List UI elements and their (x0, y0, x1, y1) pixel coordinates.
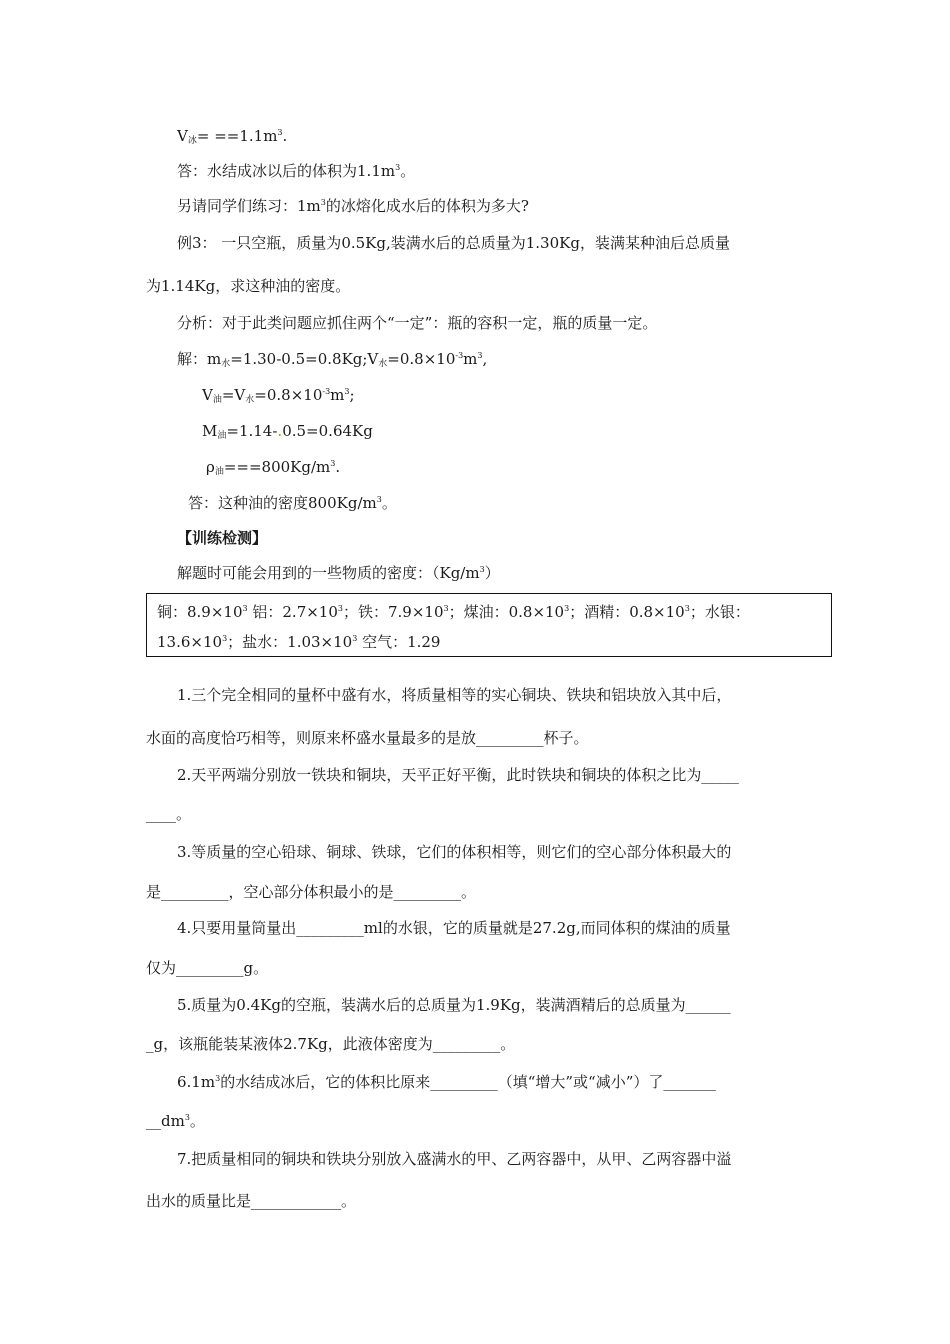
question-3-cont: 是_________，空心部分体积最小的是_________。 (146, 883, 477, 901)
question-7-cont: 出水的质量比是____________。 (146, 1192, 357, 1210)
answer-line: 答：这种油的密度$800Kg/m^3$。 (188, 494, 397, 512)
question-2-cont: ____。 (146, 805, 192, 823)
question-5: 5.质量为0.4Kg的空瓶，装满水后的总质量为1.9Kg，装满酒精后的总质量为______ (177, 996, 731, 1014)
example-heading: 例3： 一只空瓶，质量为0.5Kg,装满水后的总质量为1.30Kg，装满某种油后总质量 (177, 234, 730, 252)
solution-line: $\rho_油===800Kg/m^3$. (206, 458, 341, 477)
solution-line: 解：$m_水=1.30-0.5=0.8Kg;V_水=0.8\times 10^{-3}m^3$, (177, 350, 488, 369)
question-6-cont: $\_\_dm^3$。 (146, 1112, 205, 1130)
section-heading: 【训练检测】 (177, 529, 268, 547)
question-7: 7.把质量相同的铜块和铁块分别放入盛满水的甲、乙两容器中，从甲、乙两容器中溢 (177, 1150, 732, 1168)
text-line: 另请同学们练习：$1m^3$的冰熔化成水后的体积为多大? (177, 197, 529, 215)
solution-line: $V_油=V_水=0.8\times 10^{-3}m^3$; (202, 386, 355, 405)
solution-line: $M_油=1.14-.0.5=0.64Kg$ (202, 422, 373, 441)
question-2: 2.天平两端分别放一铁块和铜块，天平正好平衡，此时铁块和铜块的体积之比为_____ (177, 766, 739, 784)
question-6: $6.1m^3$的水结成冰后，它的体积比原来_________（填“增大”或“减小”）了_______ (177, 1073, 716, 1091)
density-row: $13.6\times 10^3$；盐水：$1.03\times 10^3$ 空气：1.29 (157, 633, 441, 651)
question-5-cont: _g，该瓶能装某液体2.7Kg，此液体密度为_________。 (146, 1035, 516, 1053)
text-line: $V_冰= ==1.1m^3$. (177, 127, 288, 146)
question-1-cont: 水面的高度恰巧相等，则原来杯盛水量最多的是放_________杯子。 (146, 729, 589, 747)
question-3: 3.等质量的空心铅球、铜球、铁球，它们的体积相等，则它们的空心部分体积最大的 (177, 843, 732, 861)
density-table-box (146, 593, 832, 657)
text-line: 为1.14Kg，求这种油的密度。 (146, 277, 351, 295)
question-4-cont: 仅为_________g。 (146, 959, 269, 977)
question-1: 1.三个完全相同的量杯中盛有水，将质量相等的实心铜块、铁块和铝块放入其中后， (177, 686, 732, 704)
question-4: 4.只要用量筒量出_________ml的水银，它的质量就是27.2g,而同体积的煤油的质量 (177, 919, 731, 937)
text-line: 解题时可能会用到的一些物质的密度：$(Kg/m^3)$ (177, 564, 500, 582)
analysis-line: 分析：对于此类问题应抓住两个“一定”：瓶的容积一定，瓶的质量一定。 (177, 314, 658, 332)
density-row: 铜：$8.9\times 10^3$ 铝：$2.7\times 10^3$；铁：$7.9\times 10^3$；煤油：$0.8\times 10^3$；酒精：$0.8\times 10^3$；水银： (157, 603, 750, 621)
text-line: 答：水结成冰以后的体积为$1.1m^3$。 (177, 162, 416, 180)
